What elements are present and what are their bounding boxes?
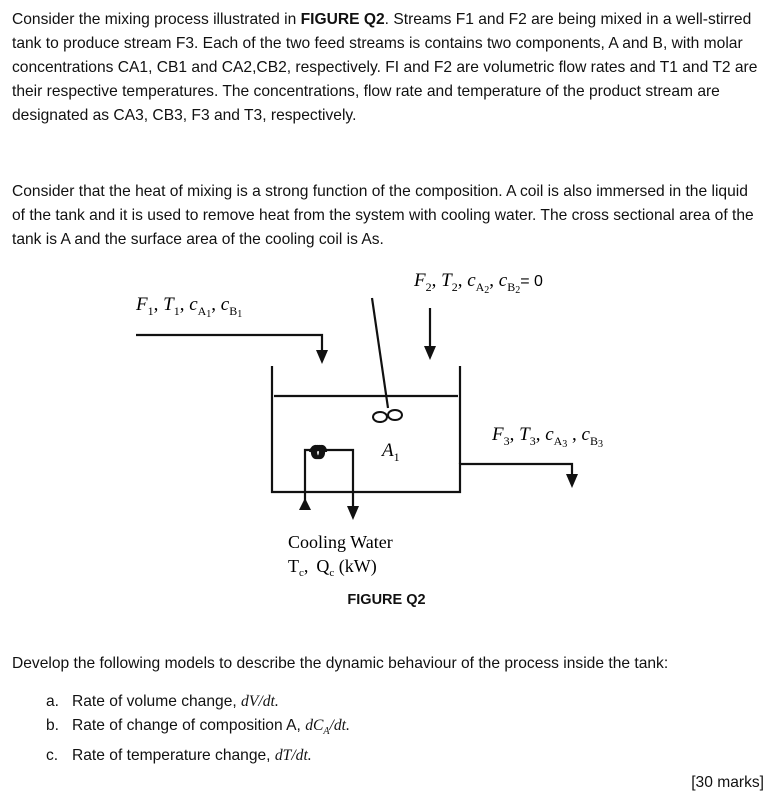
item-marker: c. <box>46 747 59 765</box>
coil-loops <box>310 446 326 458</box>
coolant-out-arrow-icon <box>299 498 311 510</box>
cooling-coil <box>305 450 353 508</box>
intro-paragraph <box>12 8 764 128</box>
item-text: Rate of temperature change, <box>72 747 275 765</box>
item-marker: b. <box>46 717 60 734</box>
intro-suffix: . Streams F1 and F2 are being mixed in a well-stirred tank to produce stream F3. Each of the two feed streams is contains two components, A and B, with molar concentrations CA1, CB1 and CA2,CB2, respectively. FI and F2 are volumetric flow rates and T1 and T2 are their respective temperatures. The concentrations, flow rate and temperature of the product stream are designated as CA3, CB3, F3 and T3, respectively. <box>12 11 758 124</box>
feed2-label: $F_2$, $T_2$, $c_A2$, $c_B2^{= 0}$ <box>414 270 543 296</box>
item-text: Rate of change of composition A, <box>72 717 306 734</box>
task-intro: Develop the following models to describe the dynamic behaviour of the process inside the tank: <box>12 655 669 672</box>
coolant-label: $T_c$, $Q_c$ (kW) <box>288 556 377 579</box>
cooling-water-label: Cooling Water <box>288 532 393 552</box>
item-expression: dT/dt. <box>274 747 312 765</box>
coolant-in-arrow-icon <box>347 506 359 520</box>
item-marker: a. <box>46 693 60 710</box>
list-item <box>46 744 350 768</box>
intro-prefix: Consider the mixing process illustrated in <box>12 11 301 28</box>
feed1-arrow-icon <box>316 350 328 364</box>
figure-caption: FIGURE Q2 <box>347 592 426 608</box>
feed1-pipe <box>136 335 322 352</box>
task-list <box>46 690 350 768</box>
figure-reference: FIGURE Q2 <box>300 11 385 28</box>
item-expression: $dC_A/dt$. <box>305 717 350 738</box>
marks-label: [30 marks] <box>691 774 764 791</box>
item-expression: dV/dt. <box>241 693 279 710</box>
list-item <box>46 690 350 714</box>
product-arrow-icon <box>566 474 578 488</box>
coil-area-label: $A_1$ <box>382 440 400 464</box>
impeller-icon <box>373 410 402 422</box>
item-text: Rate of volume change, <box>72 693 242 710</box>
list-item <box>46 714 350 744</box>
stirrer-shaft <box>372 298 388 408</box>
product-label: $F_3$, $T_3$, $c_A3$ , $c_B3$ <box>492 424 603 450</box>
context-paragraph: Consider that the heat of mixing is a strong function of the composition. A coil is also immersed in the liquid of the tank and it is used to remove heat from the system with cooling water. The cross sectional area of the tank is A and the surface area of the cooling coil is As. <box>12 183 754 248</box>
feed2-arrow-icon <box>424 346 436 360</box>
feed1-label: $F_1$, $T_1$, $c_A1$, $c_B1$ <box>136 294 243 320</box>
mixing-tank-diagram <box>0 260 773 620</box>
